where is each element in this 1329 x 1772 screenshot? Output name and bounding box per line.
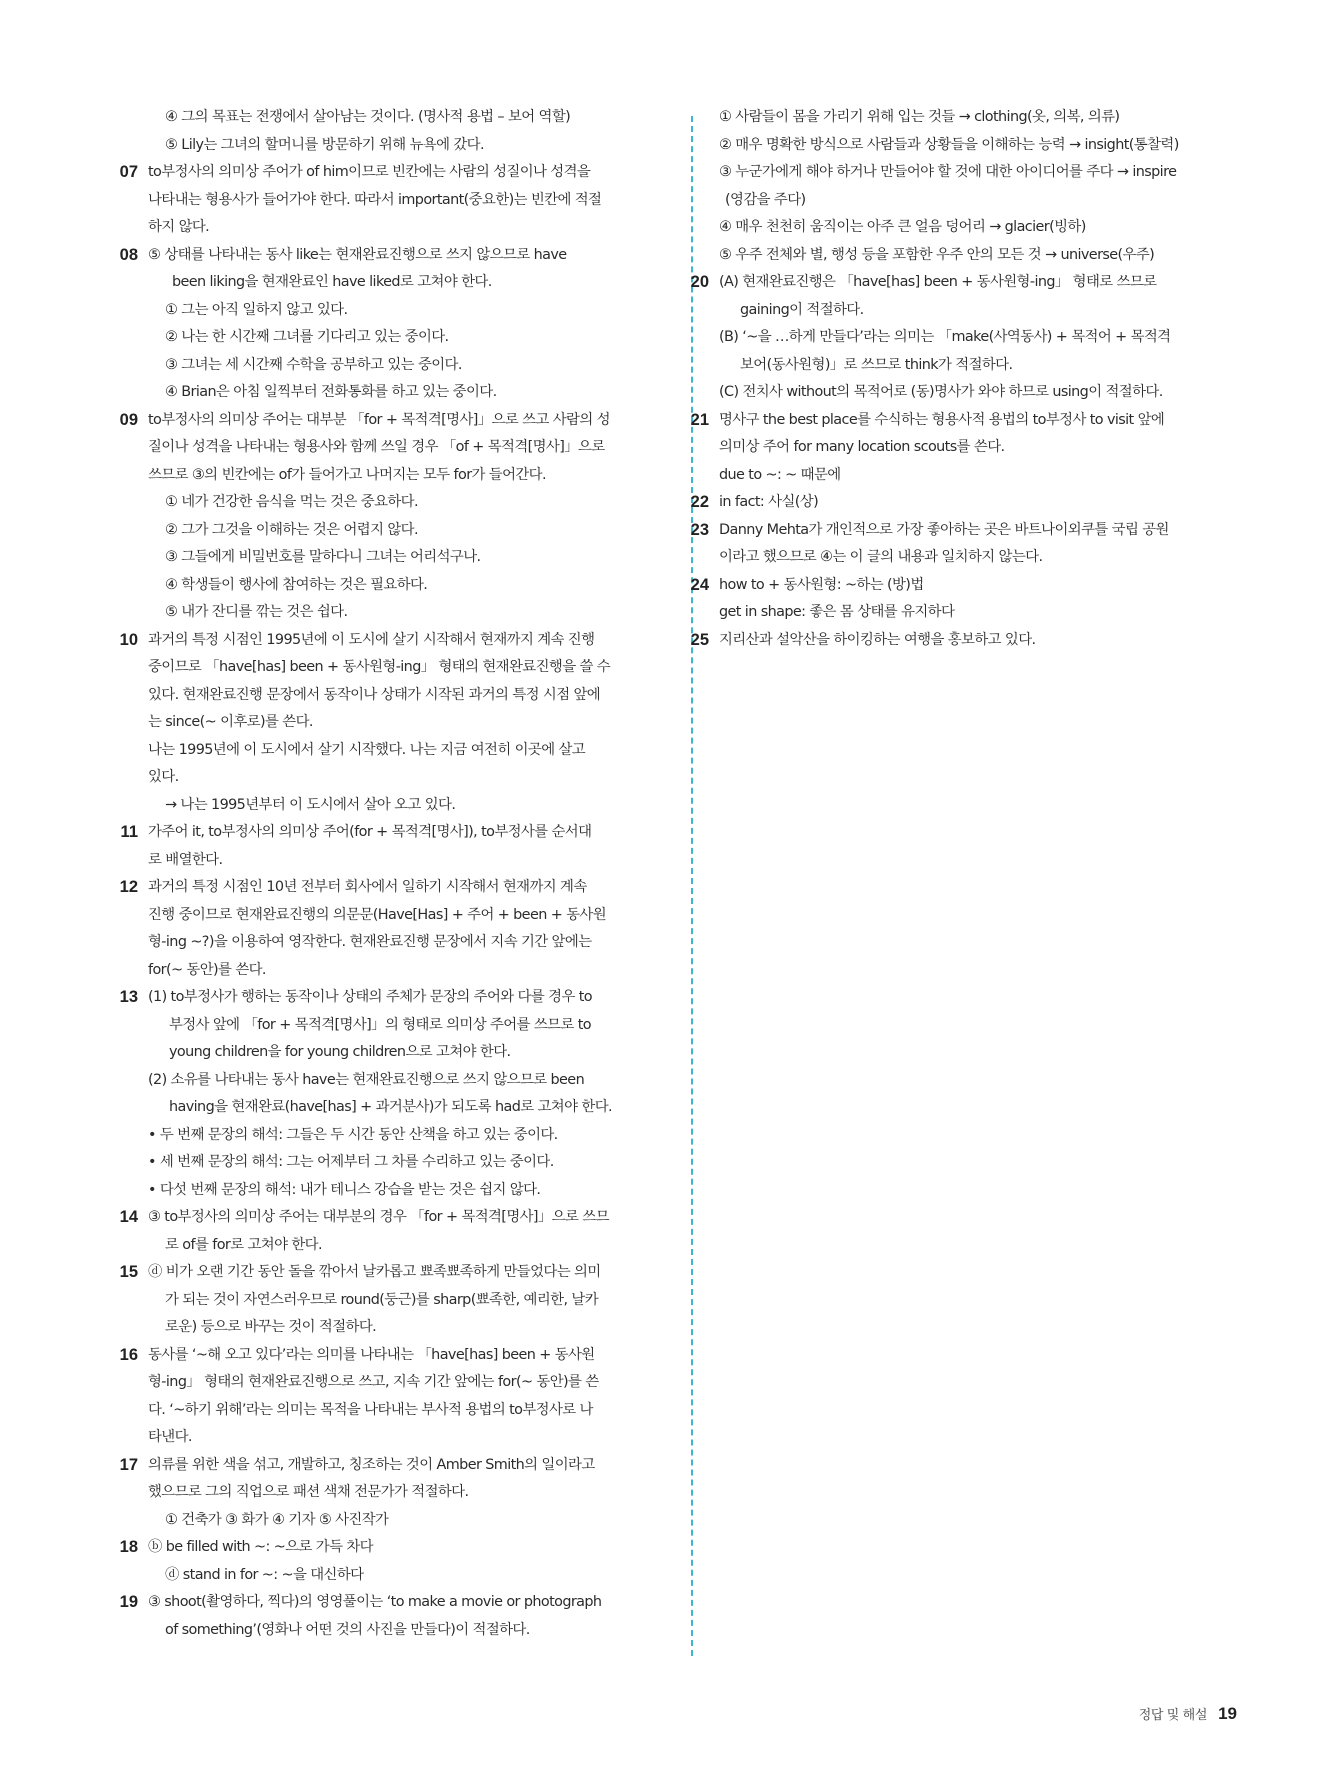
line-text: 지리산과 설악산을 하이킹하는 여행을 홍보하고 있다. (719, 631, 1036, 648)
line-text: having을 현재완료(have[has] + 과거분사)가 되도록 had로 고쳐야 한다. (169, 1099, 612, 1115)
text-line (148, 104, 662, 132)
text-line (690, 407, 1241, 435)
text-line (719, 187, 1241, 215)
line-text: 있다. 현재완료진행 문장에서 동작이나 상태가 시작된 과거의 특정 시점 앞에 (148, 686, 601, 703)
question-number: 13 (119, 988, 138, 1006)
text-line (719, 324, 1241, 352)
question-number: 11 (120, 823, 138, 841)
line-text: how to + 동사원형: ~하는 (방)법 (719, 576, 924, 593)
text-line (148, 379, 662, 407)
question-number: 23 (690, 520, 709, 539)
question-number: 21 (690, 410, 709, 429)
text-line (119, 1452, 662, 1480)
text-line (148, 599, 662, 627)
text-line (148, 1314, 662, 1342)
line-text: (A) 현재완료진행은 「have[has] been + 동사원형-ing」 형태로 쓰므로 (719, 274, 1157, 290)
line-text: 의미상 주어 for many location scouts를 쓴다. (719, 439, 1005, 455)
question-number: 18 (119, 1538, 138, 1556)
text-line (690, 572, 1241, 600)
line-text: ① 네가 건강한 음식을 먹는 것은 중요하다. (165, 494, 418, 510)
line-text: in fact: 사실(상) (719, 494, 819, 510)
question-number: 07 (119, 163, 138, 181)
text-line (719, 104, 1241, 132)
line-text: 의류를 위한 색을 섞고, 개발하고, 칭조하는 것이 Amber Smith의 일이라고 (148, 1456, 595, 1473)
line-text: (C) 전치사 without의 목적어로 (동)명사가 와야 하므로 using이 적절하다. (719, 384, 1163, 400)
text-line (719, 159, 1241, 187)
question-number: 22 (690, 493, 709, 511)
text-line (148, 297, 662, 325)
line-text: due to ~: ~ 때문에 (719, 466, 841, 483)
line-text: 는 since(~ 이후로)를 쓴다. (148, 714, 313, 730)
line-text: 가 되는 것이 자연스러우므로 round(둥근)를 sharp(뾰족한, 예리한, 날카 (165, 1291, 599, 1308)
line-text: 형-ing」 형태의 현재완료진행으로 쓰고, 지속 기간 앞에는 for(~ 동안)를 쓴 (148, 1374, 599, 1390)
line-text: 있다. (148, 769, 179, 785)
text-line (119, 984, 662, 1012)
line-text: 로 of를 for로 고쳐야 한다. (165, 1236, 322, 1253)
line-text: 하지 않다. (148, 219, 210, 235)
text-line (148, 1369, 662, 1397)
line-text: to부정사의 의미상 주어가 of him이므로 빈칸에는 사람의 성질이나 성격을 (148, 164, 591, 180)
line-text: for(~ 동안)를 쓴다. (148, 961, 266, 978)
text-line (719, 379, 1241, 407)
text-line (690, 517, 1241, 545)
text-line (148, 572, 662, 600)
text-line (148, 1287, 662, 1315)
line-text: 중이므로 「have[has] been + 동사원형-ing」 형태의 현재완료진행을 쓸 수 (148, 659, 611, 675)
footer-label: 정답 및 해설 (1138, 1708, 1207, 1723)
line-text: young children을 for young children으로 고쳐야 한다. (169, 1044, 511, 1060)
text-line (148, 764, 662, 792)
text-line (148, 1562, 662, 1590)
text-line (148, 929, 662, 957)
text-line (148, 1177, 662, 1205)
text-line (148, 792, 662, 820)
left-column (119, 104, 662, 1644)
question-number: 14 (119, 1208, 138, 1226)
line-text: 쓰므로 ③의 빈칸에는 of가 들어가고 나머지는 모두 for가 들어간다. (148, 466, 546, 483)
line-text: 과거의 특정 시점인 10년 전부터 회사에서 일하기 시작해서 현재까지 계속 (148, 879, 587, 895)
text-line (148, 1122, 662, 1150)
text-line (119, 1342, 662, 1370)
text-line (148, 352, 662, 380)
text-line (148, 1617, 662, 1645)
line-text: Danny Mehta가 개인적으로 가장 좋아하는 곳은 바트나이외쿠틀 국립 공원 (719, 521, 1169, 538)
line-text: 형-ing ~?)을 이용하여 영작한다. 현재완료진행 문장에서 지속 기간 앞에는 (148, 934, 592, 950)
text-line (119, 1534, 662, 1562)
text-line (719, 434, 1241, 462)
line-text: 과거의 특정 시점인 1995년에 이 도시에 살기 시작해서 현재까지 계속 진행 (148, 631, 595, 648)
line-text: ⑤ 상태를 나타내는 동사 like는 현재완료진행으로 쓰지 않으므로 have (148, 246, 567, 263)
text-line (148, 1094, 662, 1122)
line-text: ① 그는 아직 일하지 않고 있다. (165, 301, 348, 318)
line-text: ④ Brian은 아침 일찍부터 전화통화를 하고 있는 중이다. (165, 384, 497, 400)
line-text: ⓓ stand in for ~: ~을 대신하다 (165, 1566, 364, 1583)
line-text: ② 나는 한 시간째 그녀를 기다리고 있는 중이다. (165, 329, 449, 345)
line-text: 부정사 앞에 「for + 목적격[명사]」의 형태로 의미상 주어를 쓰므로 to (169, 1016, 592, 1033)
question-number: 19 (119, 1593, 138, 1611)
line-text: 동사를 ‘~해 오고 있다’라는 의미를 나타내는 「have[has] been + 동사원 (148, 1346, 595, 1363)
text-line (148, 462, 662, 490)
line-text: ③ 그녀는 세 시간째 수학을 공부하고 있는 중이다. (165, 356, 462, 373)
text-line (148, 132, 662, 160)
line-text: → 나는 1995년부터 이 도시에서 살아 오고 있다. (165, 796, 456, 813)
line-text: get in shape: 좋은 몸 상태를 유지하다 (719, 604, 955, 620)
column-divider (691, 116, 693, 1656)
text-line (119, 242, 662, 270)
line-text: ③ to부정사의 의미상 주어는 대부분의 경우 「for + 목적격[명사]」으로 쓰므 (148, 1209, 609, 1225)
line-text: ⑤ 우주 전체와 별, 행성 등을 포함한 우주 안의 모든 것 → universe(우주) (719, 246, 1155, 263)
text-line (148, 214, 662, 242)
line-text: 로 배열한다. (148, 851, 223, 868)
text-line (690, 269, 1241, 297)
text-line (148, 489, 662, 517)
text-line (719, 352, 1241, 380)
line-text: been liking을 현재완료인 have liked로 고쳐야 한다. (172, 274, 492, 290)
text-line (148, 1067, 662, 1095)
question-number: 20 (690, 273, 709, 291)
line-text: • 두 번째 문장의 해석: 그들은 두 시간 동안 산책을 하고 있는 중이다. (148, 1126, 558, 1143)
text-line (148, 1232, 662, 1260)
text-line (119, 407, 662, 435)
line-text: ⑤ Lily는 그녀의 할머니를 방문하기 위해 뉴욕에 갔다. (165, 136, 484, 153)
text-line (148, 1039, 662, 1067)
text-line (148, 269, 662, 297)
text-line (719, 599, 1241, 627)
line-text: 보어(동사원형)」로 쓰므로 think가 적절하다. (740, 356, 1013, 373)
text-line (148, 654, 662, 682)
line-text: 로운) 등으로 바꾸는 것이 적절하다. (165, 1319, 377, 1335)
text-line (719, 544, 1241, 572)
line-text: ③ shoot(촬영하다, 찍다)의 영영풀이는 ‘to make a movie or photograph (148, 1594, 602, 1610)
line-text: (B) ‘~을 …하게 만들다’라는 의미는 「make(사역동사) + 목적어 + 목적격 (719, 329, 1171, 345)
text-line (148, 709, 662, 737)
text-line (719, 462, 1241, 490)
line-text: ④ 학생들이 행사에 참여하는 것은 필요하다. (165, 576, 428, 593)
right-column (690, 104, 1241, 654)
line-text: 나는 1995년에 이 도시에서 살기 시작했다. 나는 지금 여전히 이곳에 살고 (148, 741, 586, 758)
text-line (148, 1012, 662, 1040)
line-text: 가주어 it, to부정사의 의미상 주어(for + 목적격[명사]), to부정사를 순서대 (148, 824, 592, 840)
question-number: 10 (119, 630, 138, 649)
line-text: ③ 그들에게 비밀번호를 말하다니 그녀는 어리석구나. (165, 549, 481, 565)
text-line (719, 132, 1241, 160)
question-number: 15 (119, 1263, 138, 1281)
line-text: ① 건축가 ③ 화가 ④ 기자 ⑤ 사진작가 (165, 1511, 389, 1528)
text-line (119, 874, 662, 902)
line-text: 했으므로 그의 직업으로 패션 색채 전문가가 적절하다. (148, 1484, 469, 1500)
line-text: 타낸다. (148, 1429, 192, 1445)
text-line (148, 517, 662, 545)
page-footer (1139, 1701, 1237, 1727)
text-line (719, 242, 1241, 270)
line-text: to부정사의 의미상 주어는 대부분 「for + 목적격[명사]」으로 쓰고 사람의 성 (148, 411, 610, 428)
text-line (148, 1149, 662, 1177)
text-line (719, 214, 1241, 242)
text-line (148, 682, 662, 710)
text-line (148, 434, 662, 462)
line-text: 나타내는 형용사가 들어가야 한다. 따라서 important(중요한)는 빈칸에 적절 (148, 191, 602, 208)
question-number: 08 (119, 245, 138, 264)
line-text: ③ 누군가에게 해야 하거나 만들어야 할 것에 대한 아이디어를 주다 → inspire (719, 164, 1177, 180)
line-text: 다. ‘~하기 위해’라는 의미는 목적을 나타내는 부사적 용법의 to부정사로 나 (148, 1401, 593, 1418)
text-line (148, 1424, 662, 1452)
text-line (719, 297, 1241, 325)
question-number: 12 (119, 878, 138, 896)
question-number: 24 (690, 575, 709, 594)
text-line (119, 1259, 662, 1287)
text-line (148, 544, 662, 572)
question-number: 09 (119, 410, 138, 429)
text-line (690, 627, 1241, 655)
line-text: ⑤ 내가 잔디를 깎는 것은 쉽다. (165, 604, 348, 620)
text-line (148, 1507, 662, 1535)
page-number: 19 (1218, 1704, 1237, 1723)
line-text: ① 사람들이 몸을 가리기 위해 입는 것들 → clothing(옷, 의복, 의류) (719, 109, 1120, 125)
text-line (119, 627, 662, 655)
text-line (148, 187, 662, 215)
line-text: 질이나 성격을 나타내는 형용사와 함께 쓰일 경우 「of + 목적격[명사]」으로 (148, 439, 605, 455)
line-text: ⓓ 비가 오랜 기간 동안 돌을 깎아서 날카롭고 뾰족뾰족하게 만들었다는 의미 (148, 1264, 601, 1280)
text-line (119, 1589, 662, 1617)
line-text: ④ 그의 목표는 전쟁에서 살아남는 것이다. (명사적 용법 – 보어 역할) (165, 109, 571, 125)
line-text: ② 매우 명확한 방식으로 사람들과 상황들을 이해하는 능력 → insight(통찰력) (719, 136, 1179, 153)
text-line (148, 902, 662, 930)
question-number: 16 (119, 1345, 138, 1364)
line-text: (1) to부정사가 행하는 동작이나 상태의 주체가 문장의 주어와 다를 경우 to (148, 989, 592, 1005)
text-line (119, 159, 662, 187)
line-text: (영감을 주다) (725, 191, 806, 208)
question-number: 25 (690, 630, 709, 649)
question-number: 17 (119, 1455, 138, 1474)
line-text: ② 그가 그것을 이해하는 것은 어렵지 않다. (165, 521, 418, 538)
line-text: ④ 매우 천천히 움직이는 아주 큰 얼음 덩어리 → glacier(빙하) (719, 219, 1086, 235)
line-text: 진행 중이므로 현재완료진행의 의문문(Have[Has] + 주어 + been + 동사원 (148, 906, 607, 923)
line-text: 이라고 했으므로 ④는 이 글의 내용과 일치하지 않는다. (719, 549, 1043, 565)
text-line (148, 957, 662, 985)
line-text: • 세 번째 문장의 해석: 그는 어제부터 그 차를 수리하고 있는 중이다. (148, 1154, 554, 1170)
text-line (148, 737, 662, 765)
line-text: gaining이 적절하다. (740, 301, 864, 318)
line-text: ⓑ be filled with ~: ~으로 가득 차다 (148, 1539, 373, 1555)
line-text: of something’(영화나 어떤 것의 사진을 만들다)이 적절하다. (165, 1621, 530, 1638)
line-text: (2) 소유를 나타내는 동사 have는 현재완료진행으로 쓰지 않으므로 been (148, 1071, 585, 1088)
text-line (148, 847, 662, 875)
text-line (120, 819, 662, 847)
text-line (119, 1204, 662, 1232)
text-line (690, 489, 1241, 517)
line-text: 명사구 the best place를 수식하는 형용사적 용법의 to부정사 to visit 앞에 (719, 411, 1165, 428)
text-line (148, 1479, 662, 1507)
text-line (148, 324, 662, 352)
line-text: • 다섯 번째 문장의 해석: 내가 테니스 강습을 받는 것은 쉽지 않다. (148, 1181, 541, 1198)
text-line (148, 1397, 662, 1425)
